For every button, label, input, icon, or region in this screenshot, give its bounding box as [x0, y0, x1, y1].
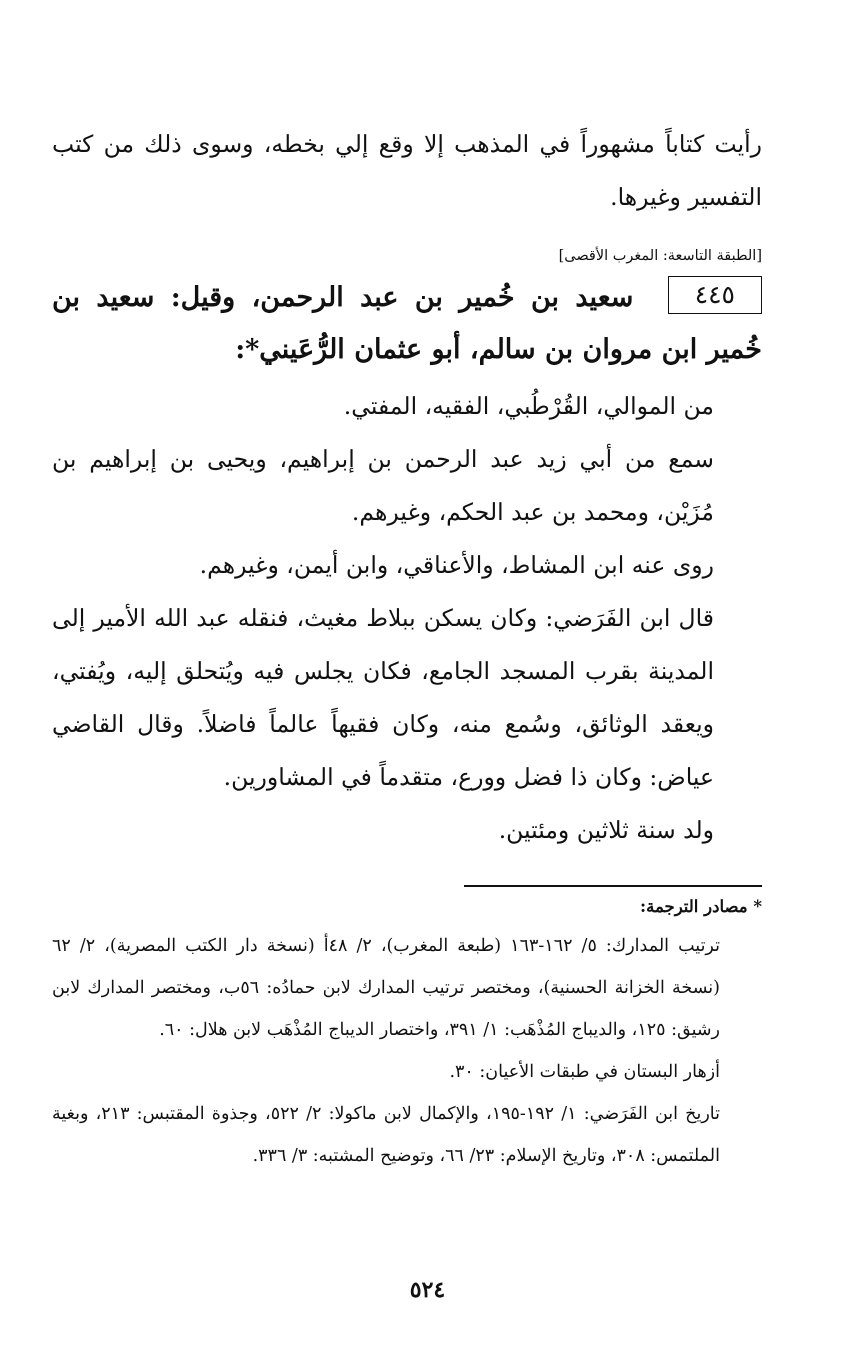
top-paragraph-line2: التفسير وغيرها. [610, 183, 762, 211]
entry-number-box: ٤٤٥ [668, 276, 762, 314]
top-paragraph-line1: رأيت كتاباً مشهوراً في المذهب إلا وقع إلي بخطه، وسوى ذلك من كتب [52, 130, 762, 158]
paragraph-teachers: سمع من أبي زيد عبد الرحمن بن إبراهيم، ويحيى بن إبراهيم بن مُزَيْن، ومحمد بن عبد الحكم، وغيرهم. [52, 445, 714, 526]
paragraph-biography: قال ابن الفَرَضي: وكان يسكن ببلاط مغيث، فنقله عبد الله الأمير إلى المدينة بقرب المسجد الجامع، فكان يجلس فيه ويُتحلق إليه، ويُفتي، ويعقد الوثائق، وسُمع منه، وكان فقيهاً عالماً فاضلاً. وقال القاضي عياض: وكان ذا فضل وورع، متقدماً في المشاورين. [52, 604, 714, 791]
page-number: ٥٢٤ [409, 1277, 446, 1303]
entry-heading-line2: ابن مروان بن سالم، أبو عثمان الرُّعَيني*: [235, 334, 698, 365]
entry-heading [52, 272, 762, 376]
footnote-item: ترتيب المدارك: ٥/ ١٦٢-١٦٣ (طبعة المغرب)، ٢/ ٤٨أ (نسخة دار الكتب المصرية)، ٢/ ٦٢ (نسخة الخزانة الحسنية)، ومختصر ترتيب المدارك لابن حمادُه: ٥٦ب، ومختصر المدارك لابن رشيق: ١٢٥، والديباج المُذْهَب: ١/ ٣٩١، واختصار الديباج المُذْهَب لابن هلال: ٦٠. [52, 936, 721, 1040]
paragraph-origin: من الموالي، القُرْطُبي، الفقيه، المفتي. [343, 392, 714, 420]
footnotes-heading: * مصادر الترجمة: [640, 897, 762, 916]
footnote-separator [464, 885, 762, 887]
section-tag: [الطبقة التاسعة: المغرب الأقصى] [558, 248, 762, 264]
top-paragraph [52, 118, 762, 224]
footnote-item: تاريخ ابن الفَرَضي: ١/ ١٩٢-١٩٥، والإكمال لابن ماكولا: ٢/ ٥٢٢، وجذوة المقتبس: ٢١٣، وبغية الملتمس: ٣٠٨، وتاريخ الإسلام: ٢٣/ ٦٦، وتوضيح المشتبه: ٣/ ٣٣٦. [52, 1104, 721, 1166]
page-body [52, 118, 762, 1177]
paragraph-birth: ولد سنة ثلاثين ومئتين. [498, 816, 714, 844]
entry-heading-line1: سعيد بن خُمير بن عبد الرحمن، وقيل: سعيد بن خُمير [52, 282, 762, 365]
paragraph-students: روى عنه ابن المشاط، والأعناقي، وابن أيمن، وغيرهم. [199, 551, 714, 579]
footnote-item: أزهار البستان في طبقات الأعيان: ٣٠. [449, 1062, 720, 1082]
